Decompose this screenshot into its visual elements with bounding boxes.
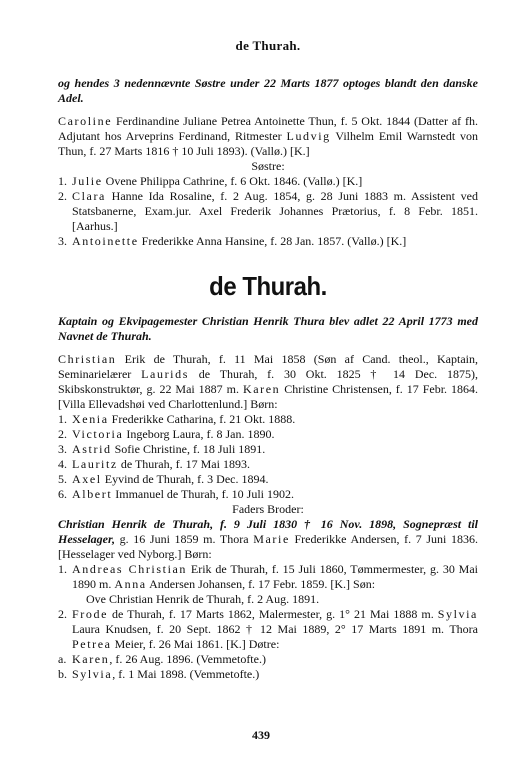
entry-uncle: Christian Henrik de Thurah, f. 9 Juli 1830 † 16 Nov. 1898, Sognepræst til Hesselager, g. 16 Juni 1859 m. Thora Marie Frederikke Andersen, f. 7 Juni 1836. [Hesselager ved Nyborg.] Børn: [58,517,478,561]
list-item: a. Karen, f. 26 Aug. 1896. (Vemmetofte.) [58,652,266,666]
page-body [58,38,478,682]
list-item: 3. Astrid Sofie Christine, f. 18 Juli 1891. [58,442,266,456]
entry-christian: Christian Erik de Thurah, f. 11 Mai 1858 (Søn af Cand. theol., Kaptain, Seminarielærer Laurids de Thurah, f. 30 Okt. 1825 † 14 Dec. 1875), Skibskonstruktør, g. 22 Mai 1887 m. Karen Christine Christensen, f. 17 Febr. 1864. [Villa Ellevadshøi ved Charlottenlund.] Børn: [58,352,478,411]
list-item: 2. Victoria Ingeborg Laura, f. 8 Jan. 1890. [58,427,275,441]
name-ludvig: Ludvig [286,129,331,143]
list-item: 5. Axel Eyvind de Thurah, f. 3 Dec. 1894. [58,472,269,486]
running-head: de Thurah. [235,38,301,53]
list-item: 6. Albert Immanuel de Thurah, f. 10 Juli 1902. [58,487,295,501]
family-title: de Thurah. [209,271,327,301]
name-caroline: Caroline [58,114,113,128]
list-item: 2. Frode de Thurah, f. 17 Marts 1862, Malermester, g. 1° 21 Mai 1888 m. Sylvia Laura Knudsen, f. 20 Sept. 1862 † 12 Mai 1889, 2° 17 Marts 1891 m. Thora Petrea Meier, f. 26 Mai 1861. [K.] Døtre: [58,607,478,651]
intro-ennoblement-note: og hendes 3 nedennævnte Søstre under 22 Marts 1877 optoges blandt den danske Adel. [58,76,478,105]
entry-caroline: Caroline Ferdinandine Juliane Petrea Antoinette Thun, f. 5 Okt. 1844 (Datter af fh. Adjutant hos Arveprins Ferdinand, Ritmester Ludvig Vilhelm Emil Warnstedt von Thun, f. 27 Marts 1816 † 10 Juli 1893). (Vallø.) [K.] [58,114,478,158]
intro-family-origin: Kaptain og Ekvipagemester Christian Henrik Thura blev adlet 22 April 1773 med Navnet de Thurah. [58,314,478,343]
list-item: 4. Lauritz de Thurah, f. 17 Mai 1893. [58,457,250,471]
list-item: 3. Antoinette Frederikke Anna Hansine, f. 28 Jan. 1857. (Vallø.) [K.] [58,234,407,248]
list-item: 1. Julie Ovene Philippa Cathrine, f. 6 Okt. 1846. (Vallø.) [K.] [58,174,363,188]
list-item: 2. Clara Hanne Ida Rosaline, f. 2 Aug. 1854, g. 28 Juni 1883 m. Assistent ved Statsbanerne, Exam.jur. Axel Frederik Johannes Prætorius, f. 8 Febr. 1851. [Aarhus.] [58,189,478,233]
heading-faders-broder: Faders Broder: [232,502,304,516]
grandson-ove: Ove Christian Henrik de Thurah, f. 2 Aug. 1891. [86,592,320,606]
list-item: 1. Xenia Frederikke Catharina, f. 21 Okt. 1888. [58,412,296,426]
list-item: 1. Andreas Christian Erik de Thurah, f. 15 Juli 1860, Tømmermester, g. 30 Mai 1890 m. Anna Andersen Johansen, f. 17 Febr. 1859. [K.] Søn: [58,562,478,591]
heading-sostre: Søstre: [251,159,285,173]
list-item: b. Sylvia, f. 1 Mai 1898. (Vemmetofte.) [58,667,260,681]
page-number: 439 [252,728,270,742]
